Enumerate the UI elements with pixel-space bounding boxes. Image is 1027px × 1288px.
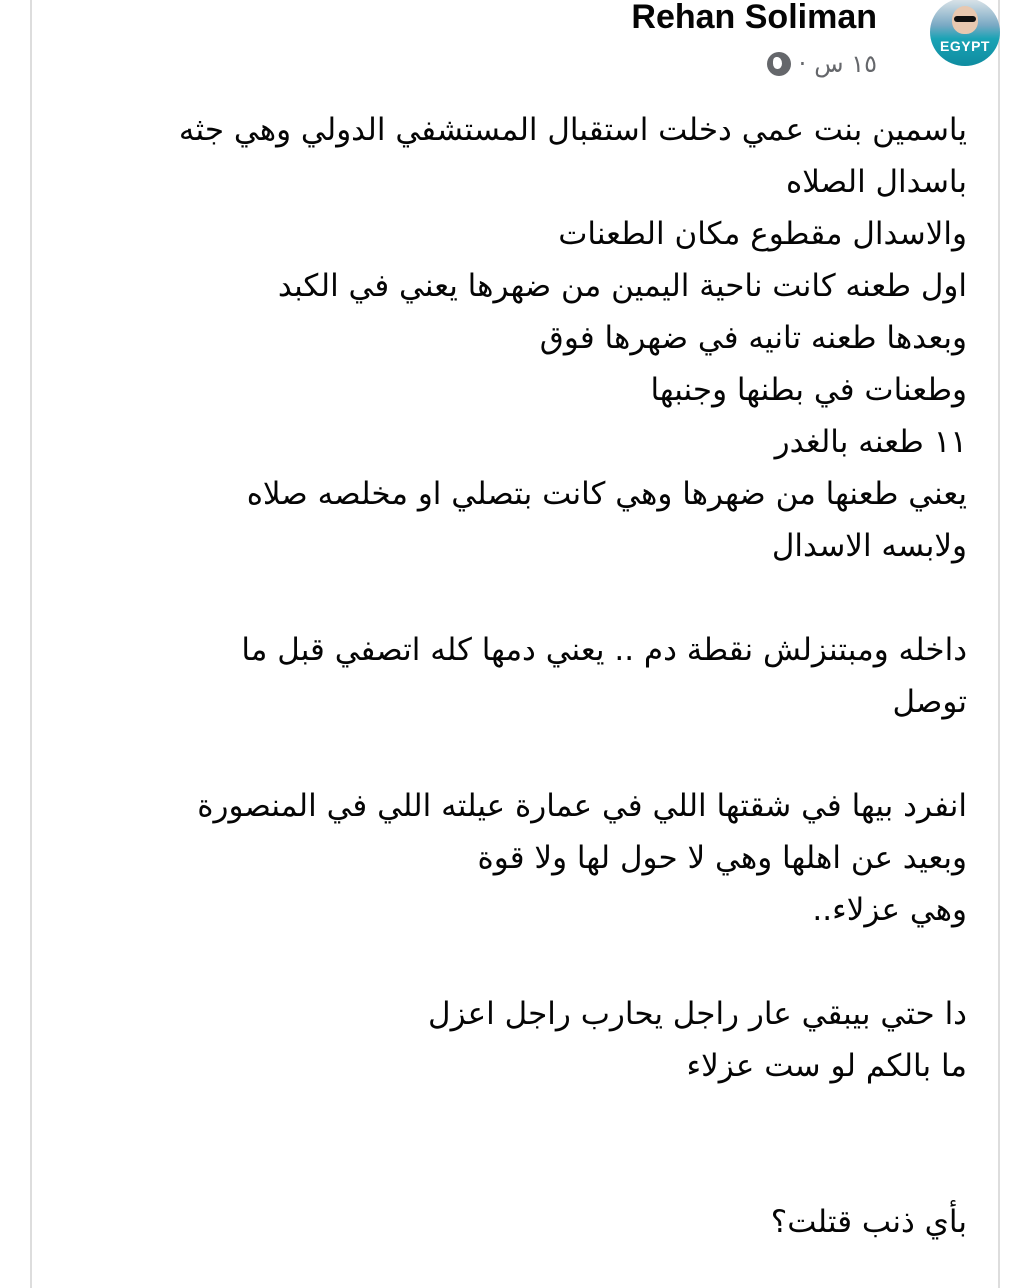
post-text-line (67, 728, 967, 780)
post-text-line: ١١ طعنه بالغدر (774, 424, 967, 460)
post-text-line: والاسدال مقطوع مكان الطعنات (558, 216, 967, 252)
avatar-text: EGYPT (940, 38, 990, 54)
post-text-line (67, 572, 967, 624)
post-text-line: ولابسه الاسدال (771, 528, 967, 564)
post-text-line: يعني طعنها من ضهرها وهي كانت بتصلي او مخلصه صلاه (246, 476, 967, 512)
globe-icon[interactable] (767, 52, 791, 76)
post-time[interactable]: ١٥ س (814, 50, 877, 78)
post-text-line: وهي عزلاء.. (812, 892, 967, 928)
post-text-line (67, 1144, 967, 1196)
post-text-line: بأي ذنب قتلت؟ (770, 1204, 967, 1240)
post-text (67, 104, 967, 1248)
post-text-line (67, 1092, 967, 1144)
post-text-line (67, 936, 967, 988)
post-text-line: وطعنات في بطنها وجنبها (650, 372, 967, 408)
author-name[interactable]: Rehan Soliman (631, 0, 877, 36)
post-text-line: انفرد بيها في شقتها اللي في عمارة عيلته اللي في المنصورة (197, 788, 967, 824)
avatar-glasses (954, 16, 976, 22)
meta-separator: · (798, 50, 807, 78)
post-text-line: باسدال الصلاه (786, 164, 967, 200)
post-text-line: اول طعنه كانت ناحية اليمين من ضهرها يعني في الكبد (277, 268, 967, 304)
avatar[interactable] (930, 0, 1000, 66)
post-text-line: وبعيد عن اهلها وهي لا حول لها ولا قوة (477, 840, 967, 876)
post-text-line: دا حتي بيبقي عار راجل يحارب راجل اعزل (428, 996, 967, 1032)
post-meta (767, 50, 877, 78)
post-text-line: ما بالكم لو ست عزلاء (686, 1048, 967, 1084)
post-text-line: ياسمين بنت عمي دخلت استقبال المستشفي الدولي وهي جثه (178, 112, 967, 148)
post-text-line: توصل (892, 684, 967, 720)
post-text-line: وبعدها طعنه تانيه في ضهرها فوق (539, 320, 967, 356)
post-text-line: داخله ومبتنزلش نقطة دم .. يعني دمها كله اتصفي قبل ما (241, 632, 967, 668)
